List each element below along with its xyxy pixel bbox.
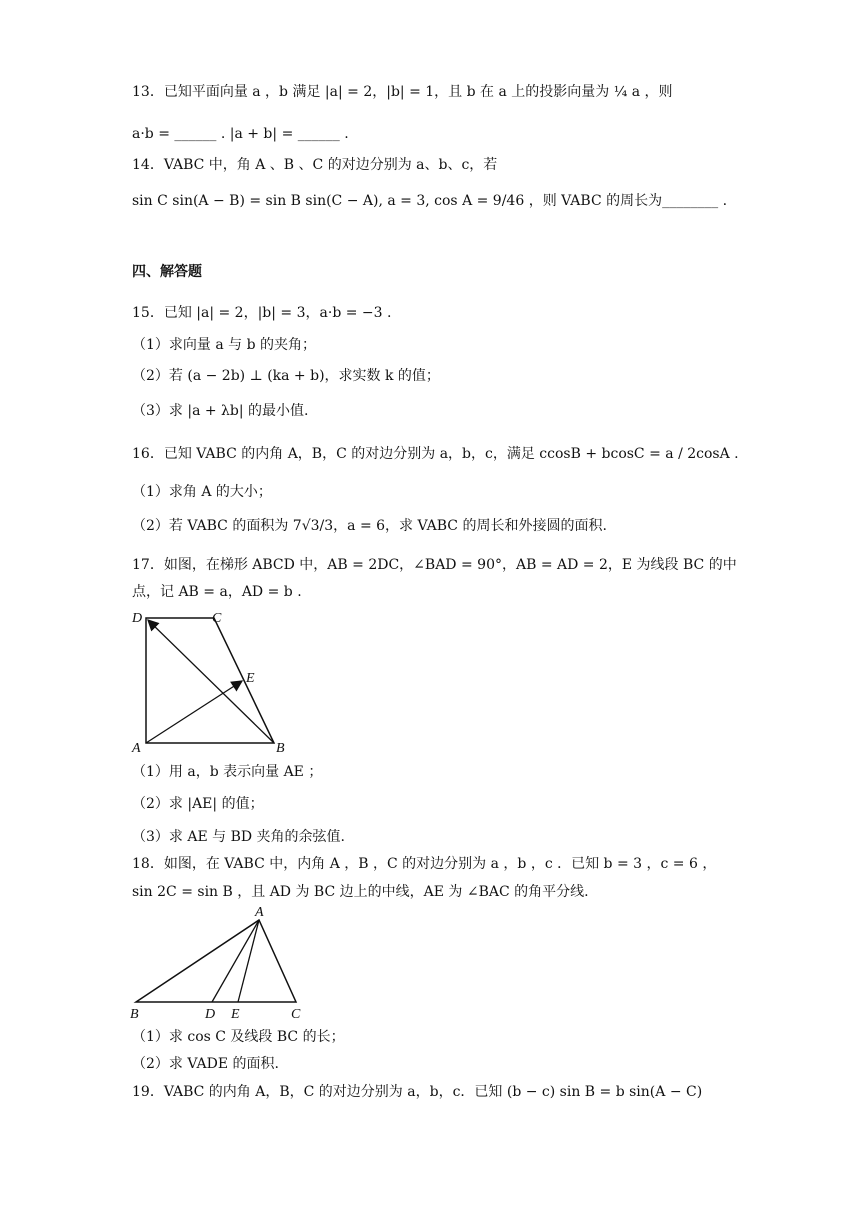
q18-triangle-outline	[136, 920, 296, 1002]
q15-stem: 15．已知 |a| = 2，|b| = 3，a·b = −3 .	[132, 305, 392, 321]
q17-part3: （3）求 AE 与 BD 夹角的余弦值.	[132, 829, 346, 845]
q19-stem: 19．VABC 的内角 A，B，C 的对边分别为 a，b，c．已知 (b − c) sin B = b sin(A − C)	[132, 1084, 703, 1100]
q18-label-c: C	[291, 1007, 301, 1022]
q15-part2: （2）若 (a − 2b) ⊥ (ka + b)，求实数 k 的值；	[132, 368, 440, 384]
q18-part1: （1）求 cos C 及线段 BC 的长；	[132, 1029, 345, 1045]
q18-median-ad	[212, 920, 259, 1002]
q17-vector-bd	[148, 620, 274, 743]
q18-label-b: B	[130, 1007, 139, 1022]
q17-label-b: B	[276, 741, 285, 754]
q16-part2: （2）若 VABC 的面积为 7√3/3，a = 6，求 VABC 的周长和外接圆的面积.	[132, 518, 607, 534]
q17-stem-line2: 点，记 AB = a，AD = b .	[132, 584, 302, 600]
q17-stem-line1: 17．如图，在梯形 ABCD 中，AB = 2DC，∠BAD = 90°，AB = AD = 2，E 为线段 BC 的中	[132, 557, 737, 573]
q15-part1: （1）求向量 a 与 b 的夹角；	[132, 337, 317, 353]
q14-line2: sin C sin(A − B) = sin B sin(C − A), a = 3, cos A = 9/46 ，则 VABC 的周长为________ .	[132, 193, 728, 209]
q18-stem-line2: sin 2C = sin B ，且 AD 为 BC 边上的中线，AE 为 ∠BAC 的角平分线.	[132, 884, 589, 900]
q16-stem: 16．已知 VABC 的内角 A，B，C 的对边分别为 a，b，c，满足 ccosB + bcosC = a / 2cosA .	[132, 446, 739, 462]
q13-line2: a·b = ______ . |a + b| = ______ .	[132, 126, 349, 142]
q15-part3: （3）求 |a + λb| 的最小值.	[132, 403, 309, 419]
q17-vector-ae	[146, 681, 242, 743]
q18-triangle-figure	[128, 902, 313, 1024]
q16-part1: （1）求角 A 的大小；	[132, 484, 272, 500]
q18-label-d: D	[205, 1007, 216, 1022]
q14-line1: 14．VABC 中，角 A 、B 、C 的对边分别为 a、b、c，若	[132, 157, 498, 173]
q17-trapezoid-figure	[128, 606, 298, 754]
q18-label-e: E	[231, 1007, 240, 1022]
q18-label-a: A	[255, 905, 264, 920]
q17-label-a: A	[132, 741, 141, 754]
q18-stem-line1: 18．如图，在 VABC 中，内角 A ，B ，C 的对边分别为 a ，b ，c ．已知 b = 3 ，c = 6 ，	[132, 856, 717, 872]
q17-part1: （1）用 a，b 表示向量 AE ；	[132, 764, 323, 780]
q17-label-c: C	[212, 611, 222, 626]
q17-label-e: E	[246, 671, 255, 686]
q17-part2: （2）求 |AE| 的值；	[132, 796, 264, 812]
section-heading: 四、解答题	[132, 264, 202, 280]
q13-line1: 13．已知平面向量 a ，b 满足 |a| = 2，|b| = 1，且 b 在 a 上的投影向量为 ¼ a ，则	[132, 84, 673, 100]
q18-part2: （2）求 VADE 的面积.	[132, 1056, 279, 1072]
q17-label-d: D	[132, 611, 143, 626]
